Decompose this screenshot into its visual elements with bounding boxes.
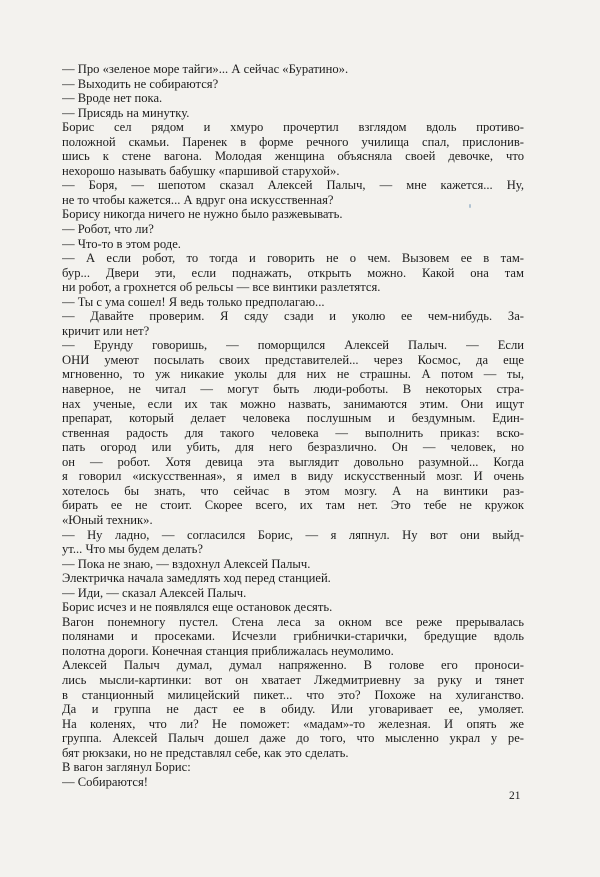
text-line: — Присядь на минутку.: [62, 105, 190, 120]
text-line: препарат, который делает человека послушным и бездумным. Един-: [62, 411, 524, 426]
text-line: — Иди, — сказал Алексей Палыч.: [62, 585, 247, 600]
text-line: Электричка начала замедлять ход перед станцией.: [62, 571, 331, 586]
text-line: — Пока не знаю, — вздохнул Алексей Палыч.: [62, 556, 311, 571]
text-line: бирать ее не стоит. Скорее всего, их там нет. Это тебе не кружок: [62, 498, 524, 513]
text-line: ут... Что мы будем делать?: [62, 542, 203, 557]
text-line: ОНИ умеют посылать своих представителей... через Космос, да еще: [62, 352, 524, 367]
text-line: — Вроде нет пока.: [62, 91, 163, 106]
text-line: пать огород или убить, для него безразлично. Он — человек, но: [62, 440, 524, 455]
text-line: — Давайте проверим. Я сяду сзади и уколю ее чем-нибудь. За-: [62, 309, 524, 324]
text-line: — Ерунду говоришь, — поморщился Алексей Палыч. — Если: [62, 338, 524, 353]
text-line: хотелось бы знать, что сейчас в этом мозгу. А на винтики раз-: [62, 483, 524, 498]
text-line: нехорошо называть бабушку «паршивой старухой».: [62, 163, 340, 178]
text-line: полянами и просеками. Исчезли грибнички-старички, бредущие вдоль: [62, 629, 524, 644]
text-line: не то чтобы кажется... А вдруг она искусственная?: [62, 192, 334, 207]
text-line: кричит или нет?: [62, 323, 150, 338]
text-line: В вагон заглянул Борис:: [62, 760, 191, 775]
text-line: ственная радость для такого человека — выполнить приказ: вско-: [62, 425, 524, 440]
text-line: бур... Двери эти, если поднажать, открыть можно. Какой она там: [62, 265, 524, 280]
text-line: Вагон понемногу пустел. Стена леса за окном все реже прерывалась: [62, 614, 524, 629]
text-line: я говорил «искусственная», я имел в виду искусственный мозг. И очень: [62, 469, 524, 484]
text-line: — Ты с ума сошел! Я ведь только предполагаю...: [62, 294, 325, 309]
text-line: полотна дороги. Конечная станция приближалась неумолимо.: [62, 643, 394, 658]
text-line: группа. Алексей Палыч дошел даже до того, что мысленно украл у ре-: [62, 731, 524, 746]
text-line: мгновенно, то уж никакие уколы для них не страшны. А потом — ты,: [62, 367, 524, 382]
text-line: Да и группа не даст ее в обиду. Или уговаривает ее, умоляет.: [62, 702, 524, 717]
text-line: — Про «зеленое море тайги»... А сейчас «Буратино».: [62, 62, 349, 76]
body-text: [62, 62, 524, 789]
text-line: Борис исчез и не появлялся еще остановок десять.: [62, 600, 333, 615]
text-line: бят рюкзаки, но не представлял себе, как это сделать.: [62, 745, 349, 760]
text-line: На коленях, что ли? Не поможет: «мадам»-то железная. И опять же: [62, 716, 524, 731]
text-line: — Что-то в этом роде.: [62, 236, 181, 251]
text-line: — Боря, — шепотом сказал Алексей Палыч, — мне кажется... Ну,: [62, 178, 524, 193]
text-line: шись к стене вагона. Молодая женщина объясняла своей девочке, что: [62, 149, 524, 164]
text-line: — А если робот, то тогда и говорить не о чем. Вызовем ее в там-: [62, 251, 524, 266]
text-line: лись мысли-картинки: вот он хватает Лжедмитриевну за руку и тянет: [62, 672, 524, 687]
text-line: Алексей Палыч думал, думал напряженно. В голове его проноси-: [62, 658, 524, 673]
text-line: «Юный техник».: [62, 512, 153, 527]
text-line: — Собираются!: [62, 774, 148, 789]
text-line: — Робот, что ли?: [62, 222, 154, 237]
ink-speck: [469, 204, 471, 208]
text-line: в станционный милицейский пикет... что это? Похоже на хулиганство.: [62, 687, 524, 702]
text-line: положной скамьи. Паренек в форме речного училища спал, прислонив-: [62, 134, 524, 149]
text-line: — Ну ладно, — согласился Борис, — я ляпнул. Ну вот они выйд-: [62, 527, 524, 542]
text-line: он — робот. Хотя девица эта выглядит довольно разумной... Когда: [62, 454, 524, 469]
page-number: 21: [509, 790, 521, 802]
text-line: — Выходить не собираются?: [62, 76, 219, 91]
text-line: Борис сел рядом и хмуро прочертил взглядом вдоль противо-: [62, 120, 524, 135]
text-line: нах ученые, если их так можно назвать, занимаются этим. Они ищут: [62, 396, 524, 411]
text-line: Борису никогда ничего не нужно было разжевывать.: [62, 207, 343, 222]
text-line: ни робот, а грохнется об рельсы — все винтики разлетятся.: [62, 280, 381, 295]
text-line: наверное, не читал — могут быть люди-роботы. В некоторых стра-: [62, 382, 524, 397]
